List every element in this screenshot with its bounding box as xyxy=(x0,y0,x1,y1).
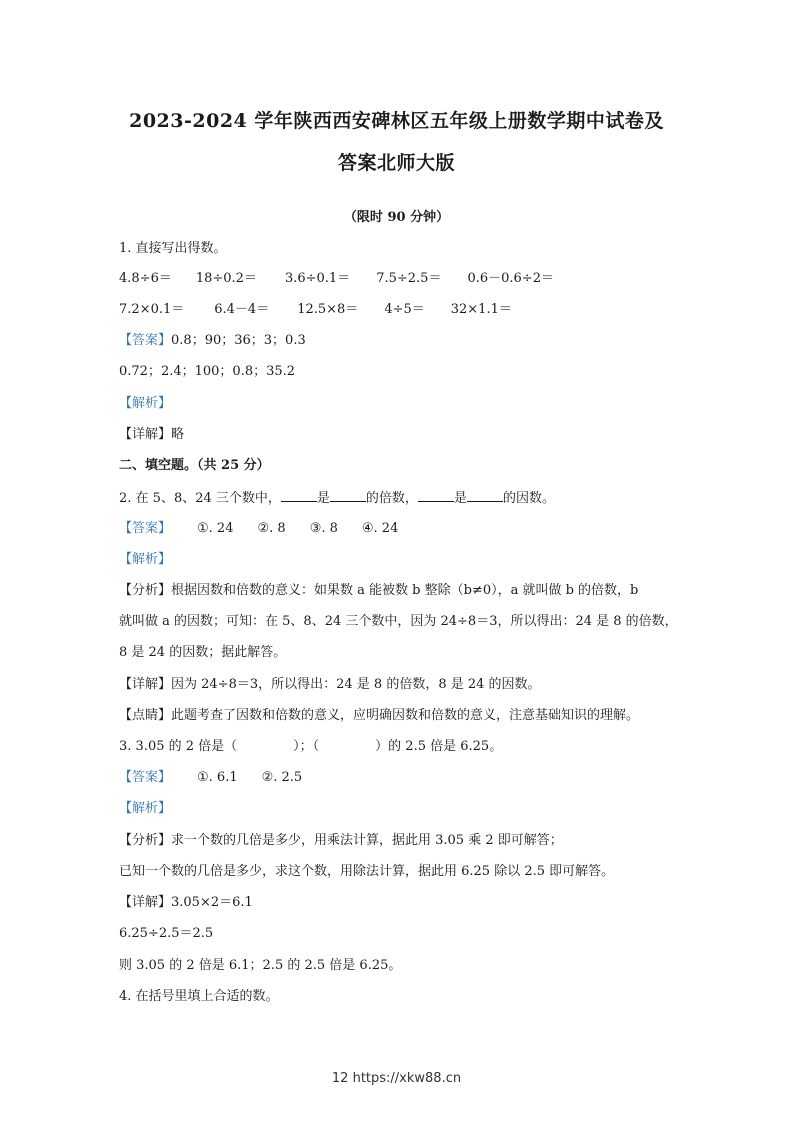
section-heading: 二、填空题。（共 25 分） xyxy=(119,458,270,473)
analysis-tag: 【解析】 xyxy=(119,552,172,567)
q2-answer-item: ③. 8 xyxy=(309,521,338,536)
q1-row2 xyxy=(119,301,512,319)
q3-answer-item: ①. 6.1 xyxy=(197,770,238,785)
q3-text: ）；（ xyxy=(293,739,320,754)
q1-answer-line2: 0.72；2.4；100；0.8；35.2 xyxy=(119,364,296,379)
q1-item: 12.5×8＝ xyxy=(297,302,359,317)
q2-analysis-line2: 就叫做 a 的因数；可知：在 5、8、24 三个数中，因为 24÷8＝3，所以得出：24 是 8 的倍数， xyxy=(119,614,678,629)
analysis-tag: 【解析】 xyxy=(119,801,172,816)
q2-text: 的因数。 xyxy=(502,491,555,506)
analysis-tag: 【解析】 xyxy=(119,396,172,411)
answer-tag: 【答案】 xyxy=(119,770,172,785)
q2-answer xyxy=(119,520,398,538)
q3-prompt xyxy=(119,738,502,756)
q3-text: 3. 3.05 的 2 倍是（ xyxy=(119,739,238,754)
q3-detail-line1: 【详解】3.05×2＝6.1 xyxy=(119,895,253,910)
q1-item: 7.5÷2.5＝ xyxy=(376,271,442,286)
q4-prompt: 4. 在括号里填上合适的数。 xyxy=(119,989,279,1004)
q2-analysis-line3: 8 是 24 的因数；据此解答。 xyxy=(119,645,287,660)
q2-text: 是 xyxy=(316,491,330,506)
q1-item: 0.6－0.6÷2＝ xyxy=(467,271,554,286)
q2-analysis-line1: 【分析】根据因数和倍数的意义：如果数 a 能被数 b 整除（b≠0），a 就叫做 b 的倍数，b xyxy=(119,583,639,598)
blank xyxy=(467,488,503,502)
q1-item: 3.6÷0.1＝ xyxy=(284,271,351,286)
q1-item: 18÷0.2＝ xyxy=(195,271,257,286)
q2-answer-item: ②. 8 xyxy=(257,521,286,536)
q3-detail-line3: 则 3.05 的 2 倍是 6.1；2.5 的 2.5 倍是 6.25。 xyxy=(119,958,402,973)
answer-tag: 【答案】 xyxy=(119,333,172,348)
q1-detail: 【详解】略 xyxy=(119,427,185,442)
q3-analysis-line2: 已知一个数的几倍是多少，求这个数，用除法计算，据此用 6.25 除以 2.5 即可解答。 xyxy=(119,864,615,879)
q3-analysis-line1: 【分析】求一个数的几倍是多少，用乘法计算，据此用 3.05 乘 2 即可解答； xyxy=(119,833,563,848)
q3-detail-line2: 6.25÷2.5＝2.5 xyxy=(119,926,214,941)
q2-answer-item: ④. 24 xyxy=(361,521,399,536)
q2-text: 的倍数， xyxy=(365,491,418,506)
page-title-line1: 2023-2024 学年陕西西安碑林区五年级上册数学期中试卷及 xyxy=(129,110,664,132)
q2-text: 2. 在 5、8、24 三个数中， xyxy=(119,491,281,506)
q1-item: 4.8÷6＝ xyxy=(119,271,172,286)
q3-text: ）的 2.5 倍是 6.25。 xyxy=(375,739,503,754)
q1-item: 6.4－4＝ xyxy=(214,302,270,317)
blank xyxy=(418,488,454,502)
q1-answer-text: 0.8；90；36；3；0.3 xyxy=(171,333,306,348)
blank xyxy=(330,488,366,502)
q1-item: 32×1.1＝ xyxy=(450,302,512,317)
q1-item: 7.2×0.1＝ xyxy=(119,302,185,317)
q1-item: 4÷5＝ xyxy=(384,302,425,317)
q2-comment: 【点睛】此题考查了因数和倍数的意义，应明确因数和倍数的意义，注意基础知识的理解。 xyxy=(119,708,640,723)
answer-tag: 【答案】 xyxy=(119,521,172,536)
q1-answer xyxy=(119,332,306,350)
q2-detail: 【详解】因为 24÷8＝3，所以得出：24 是 8 的倍数，8 是 24 的因数。 xyxy=(119,677,541,692)
time-limit: （限时 90 分钟） xyxy=(343,210,450,225)
q1-row1 xyxy=(119,270,554,288)
q3-answer-item: ②. 2.5 xyxy=(261,770,303,785)
blank xyxy=(281,488,317,502)
page-footer: 12 https://xkw88.cn xyxy=(331,1071,462,1086)
q3-answer xyxy=(119,769,302,787)
page-title-line2: 答案北师大版 xyxy=(337,152,455,174)
q2-answer-item: ①. 24 xyxy=(197,521,234,536)
q2-prompt xyxy=(119,488,555,508)
q2-text: 是 xyxy=(453,491,467,506)
q1-prompt: 1. 直接写出得数。 xyxy=(119,241,227,256)
